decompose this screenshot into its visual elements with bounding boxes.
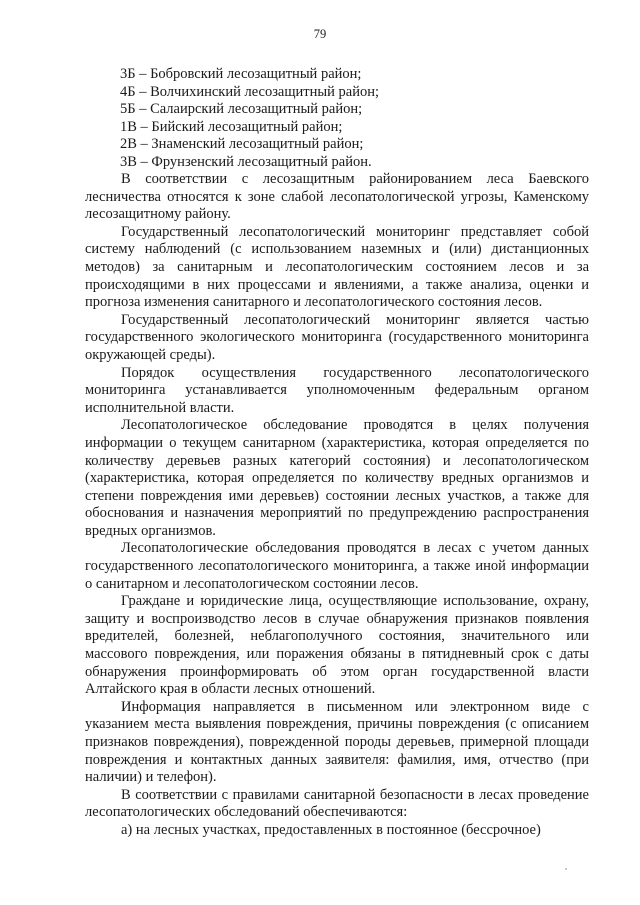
scan-artifact-dot	[565, 868, 567, 870]
paragraph: Лесопатологическое обследование проводятся в целях получения информации о текущем санитарном (характеристика, которая определяется по количеству деревьев разных категорий состояния) и лесопатологическом (характеристика, которая определяется по количеству вредных организмов и степени повреждения ими деревьев) состоянии лесных участков, а также для обоснования и назначения мероприятий по предупреждению распространения вредных организмов.	[85, 417, 589, 539]
paragraph: В соответствии с правилами санитарной безопасности в лесах проведение лесопатологических обследований обеспечиваются:	[85, 786, 589, 821]
paragraph: Государственный лесопатологический мониторинг является частью государственного экологического мониторинга (государственного мониторинга окружающей среды).	[85, 311, 589, 363]
list-item: 1В – Бийский лесозащитный район;	[120, 118, 343, 135]
page-number: 79	[313, 27, 327, 41]
list-item: 2В – Знаменский лесозащитный район;	[120, 136, 364, 153]
forest-protection-district-list	[120, 66, 540, 172]
document-body	[85, 171, 589, 840]
paragraph: а) на лесных участках, предоставленных в постоянное (бессрочное)	[121, 821, 541, 838]
list-item: 3Б – Бобровский лесозащитный район;	[120, 66, 362, 82]
paragraph: Информация направляется в письменном или электронном виде с указанием места выявления повреждения, причины повреждения (с описанием признаков повреждения), поврежденной породы деревьев, примерной площади повреждения и контактных данных заявителя: фамилия, имя, отчество (при наличии) и телефон).	[85, 698, 589, 786]
paragraph: Порядок осуществления государственного лесопатологического мониторинга устанавливается уполномоченным федеральным органом исполнительной власти.	[85, 364, 589, 416]
paragraph: Граждане и юридические лица, осуществляющие использование, охрану, защиту и воспроизводство лесов в случае обнаружения признаков появления вредителей, болезней, неблагополучного состояния, значительного или массового повреждения, или поражения обязаны в пятидневный срок с даты обнаружения проинформировать об этом орган государственной власти Алтайского края в области лесных отношений.	[85, 593, 589, 698]
list-item: 3В – Фрунзенский лесозащитный район.	[120, 153, 372, 170]
paragraph: Лесопатологические обследования проводятся в лесах с учетом данных государственного лесопатологического мониторинга, а также иной информации о санитарном и лесопатологическом состоянии лесов.	[85, 540, 589, 592]
paragraph: Государственный лесопатологический мониторинг представляет собой систему наблюдений (с использованием наземных и (или) дистанционных методов) за санитарным и лесопатологическим состоянием лесов и за происходящими в них процессами и явлениями, а также анализа, оценки и прогноза изменения санитарного и лесопатологического состояния лесов.	[85, 223, 589, 311]
list-item: 5Б – Салаирский лесозащитный район;	[120, 101, 363, 118]
paragraph: В соответствии с лесозащитным районированием леса Баевского лесничества относятся к зоне слабой лесопатологической угрозы, Каменскому лесозащитному району.	[85, 171, 589, 223]
list-item: 4Б – Волчихинский лесозащитный район;	[120, 83, 380, 100]
